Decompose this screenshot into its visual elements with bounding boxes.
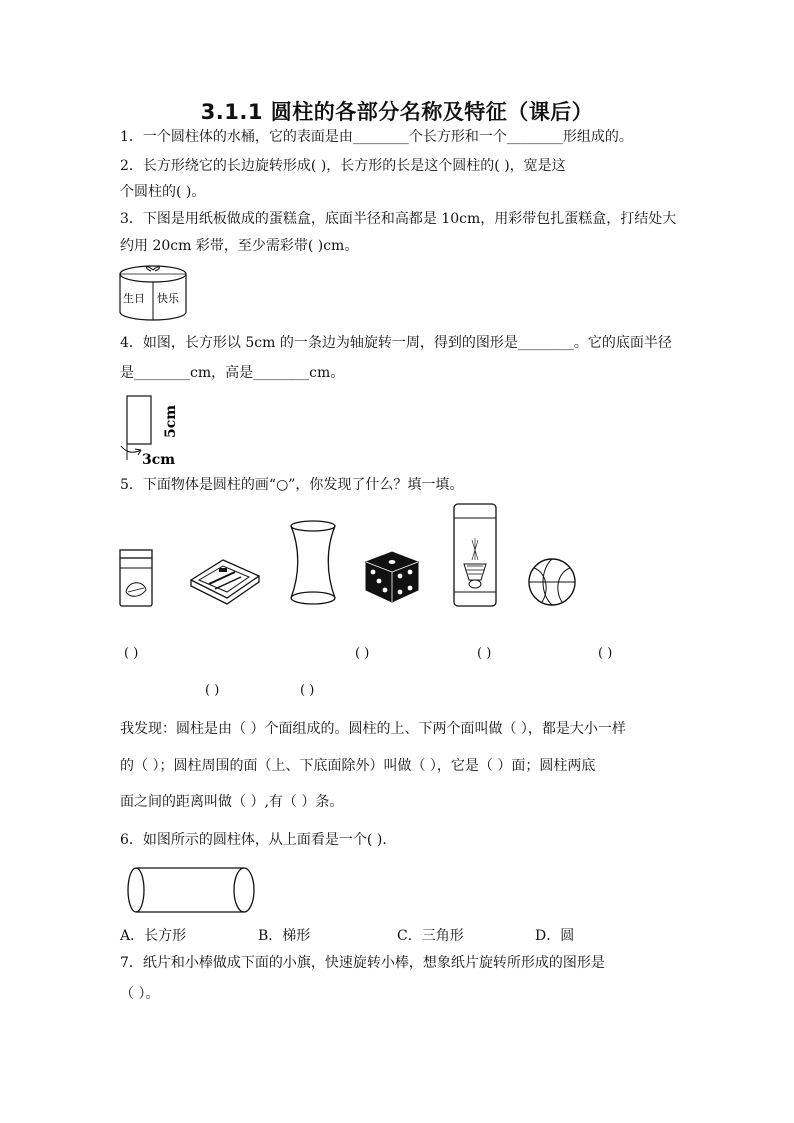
question-1: 1．一个圆柱体的水桶，它的表面是由________个长方形和一个________形组成的。 <box>120 129 633 145</box>
curved-vase-image <box>286 518 340 608</box>
shuttlecock-tube-image <box>450 500 500 610</box>
question-4-line-1: 4．如图，长方形以 5cm 的一条边为轴旋转一周，得到的图形是________。它的底面半径 <box>120 335 672 351</box>
discovery-line-2: 的（ ）；圆柱周围的面（上、下底面除外）叫做（ ），它是（ ）面；圆柱两底 <box>120 758 596 774</box>
answer-blank-2[interactable]: ( ) <box>355 646 370 661</box>
question-7-line-2: （ ）。 <box>120 986 160 1002</box>
question-6-line-1: 6．如图所示的圆柱体，从上面看是一个( ). <box>120 832 387 848</box>
question-2-line-1: 2．长方形绕它的长边旋转形成( )，长方形的长是这个圆柱的( )，宽是这 <box>120 158 566 174</box>
question-2-line-2: 个圆柱的( )。 <box>120 184 206 200</box>
question-3-line-2: 约用 20cm 彩带，至少需彩带( )cm。 <box>120 238 359 254</box>
question-7-line-1: 7．纸片和小棒做成下面的小旗，快速旋转小棒，想象纸片旋转所形成的图形是 <box>120 955 605 971</box>
option-c[interactable]: C．三角形 <box>397 928 464 944</box>
horizontal-cylinder-figure <box>124 864 260 916</box>
height-label: 5cm <box>163 404 179 438</box>
width-label: 3cm <box>142 452 176 466</box>
cake-label-right: 快乐 <box>157 292 179 305</box>
cake-box-figure <box>117 262 189 322</box>
discovery-line-1: 我发现：圆柱是由（ ）个面组成的。圆柱的上、下两个面叫做（ ），都是大小一样 <box>120 721 626 737</box>
discovery-line-3: 面之间的距离叫做（ ）,有（ ）条。 <box>120 794 344 810</box>
answer-blank-3[interactable]: ( ) <box>477 646 492 661</box>
question-4-line-2: 是________cm，高是________cm。 <box>120 365 345 381</box>
basketball-image <box>526 556 578 608</box>
answer-blank-6[interactable]: ( ) <box>300 683 315 698</box>
question-3-line-1: 3．下图是用纸板做成的蛋糕盒，底面半径和高都是 10cm，用彩带包扎蛋糕盒，打结处大 <box>120 211 677 227</box>
rectangle-rotation-figure <box>115 392 190 466</box>
page-title: 3.1.1 圆柱的各部分名称及特征（课后） <box>200 100 594 124</box>
answer-blank-5[interactable]: ( ) <box>205 683 220 698</box>
question-5-line-1: 5．下面物体是圆柱的画“○”，你发现了什么？填一填。 <box>120 477 464 493</box>
pencil-box-image <box>185 556 263 606</box>
answer-blank-1[interactable]: ( ) <box>124 646 139 661</box>
dice-image <box>362 548 422 604</box>
option-b[interactable]: B．梯形 <box>258 928 311 944</box>
cake-label-left: 生日 <box>123 292 145 305</box>
jar-image <box>116 546 158 610</box>
answer-blank-4[interactable]: ( ) <box>598 646 613 661</box>
option-d[interactable]: D．圆 <box>535 928 575 944</box>
option-a[interactable]: A．长方形 <box>120 928 187 944</box>
